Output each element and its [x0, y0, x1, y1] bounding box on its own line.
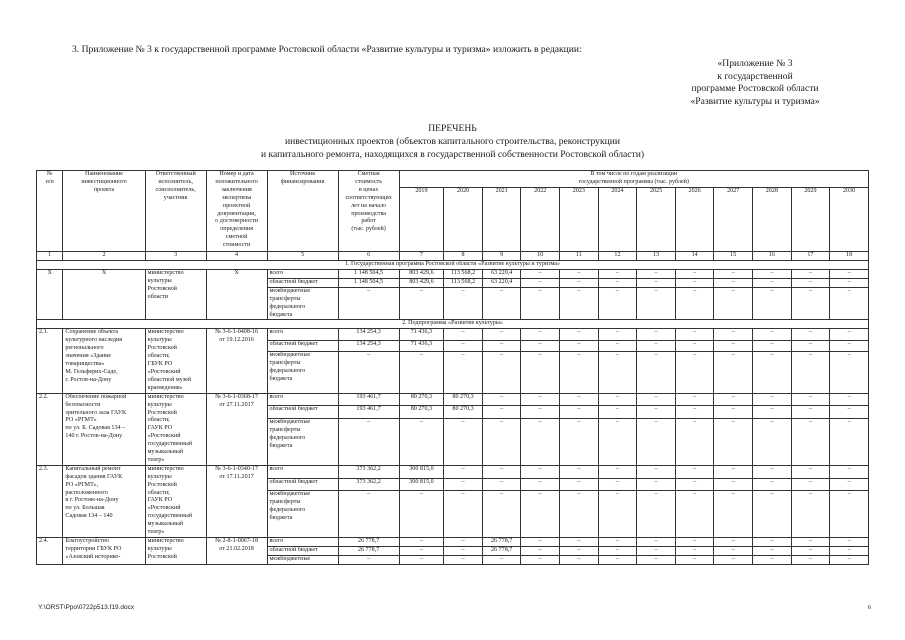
year-value-empty: –	[521, 546, 560, 555]
funding-source: межбюджетные трансферты федерального бюджета	[267, 491, 338, 538]
project-row	[37, 465, 869, 478]
year-value-empty: –	[714, 270, 753, 279]
year-value-empty: –	[637, 270, 676, 279]
year-value-empty: –	[560, 278, 599, 287]
year-value: 26 778,7	[482, 546, 521, 555]
year-value: 113 568,2	[444, 270, 483, 279]
year-value: –	[399, 352, 444, 394]
estimated-cost: –	[338, 352, 399, 394]
estimated-cost: 193 461,7	[338, 406, 399, 419]
year-value-empty: –	[598, 393, 637, 406]
expertise-number-date: № 3-6-1-0340-17 от 17.11.2017	[206, 465, 267, 537]
year-value-empty: –	[675, 329, 714, 340]
year-value-empty: –	[830, 546, 869, 555]
year-value-empty: –	[791, 270, 830, 279]
funding-source: областной бюджет	[267, 278, 338, 287]
year-value-empty: –	[598, 340, 637, 351]
total-row	[37, 270, 869, 279]
year-value: 71 436,3	[399, 340, 444, 351]
year-value: –	[444, 546, 483, 555]
column-number: 1	[37, 252, 63, 261]
funding-source: всего	[267, 538, 338, 547]
year-value-empty: –	[714, 278, 753, 287]
year-value-empty: –	[714, 352, 753, 394]
appendix-line: программе Ростовской области	[691, 83, 819, 94]
year-value-empty: –	[714, 340, 753, 351]
year-value-empty: –	[598, 278, 637, 287]
year-value: –	[399, 491, 444, 538]
year-value-empty: –	[675, 278, 714, 287]
year-value-empty: –	[521, 555, 560, 564]
year-value-empty: –	[637, 278, 676, 287]
column-number: 18	[830, 252, 869, 261]
year-value-empty: –	[598, 465, 637, 478]
table-body	[37, 171, 869, 565]
column-number: 10	[521, 252, 560, 261]
year-value-empty: –	[598, 270, 637, 279]
column-number: 3	[145, 252, 206, 261]
year-value-empty: –	[753, 287, 792, 320]
year-value-empty: –	[753, 465, 792, 478]
estimated-cost: 1 148 504,5	[338, 270, 399, 279]
year-value-empty: –	[753, 546, 792, 555]
year-value-empty: –	[753, 478, 792, 491]
year-value-empty: –	[637, 352, 676, 394]
year-value-empty: –	[830, 352, 869, 394]
page-number: 6	[867, 604, 871, 611]
year-value-empty: –	[791, 406, 830, 419]
year-value: 803 429,6	[399, 278, 444, 287]
year-value-empty: –	[598, 546, 637, 555]
investment-projects-table	[36, 170, 869, 565]
project-name: Сохранение объекта культурного наследия регионального значения «Здание товарищества» М. Гельферих-Саде, г. Ростов-на-Дону	[63, 329, 145, 393]
year-value-empty: –	[637, 478, 676, 491]
year-value: –	[482, 478, 521, 491]
project-row	[37, 329, 869, 340]
year-value-empty: –	[521, 340, 560, 351]
year-value-empty: –	[637, 555, 676, 564]
year-value-empty: –	[791, 329, 830, 340]
project-name: Капитальный ремонт фасадов здания ГАУК РО «РГМТ», расположенного в г. Ростове-на-Дону по ул. Большая Садовая 134 – 140	[63, 465, 145, 537]
expertise-number-date: № 2-8-1-0067-18 от 21.02.2018	[206, 538, 267, 565]
year-value-empty: –	[637, 465, 676, 478]
funding-source: областной бюджет	[267, 340, 338, 351]
year-value-empty: –	[714, 287, 753, 320]
year-value-empty: –	[675, 478, 714, 491]
funding-source: всего	[267, 393, 338, 406]
year-value-empty: –	[830, 538, 869, 547]
year-value-empty: –	[560, 352, 599, 394]
year-value-empty: –	[637, 329, 676, 340]
column-number: 7	[399, 252, 444, 261]
column-numbers-row	[37, 252, 869, 261]
funding-source: межбюджетные	[267, 555, 338, 564]
year-value-empty: –	[675, 406, 714, 419]
year-value-empty: –	[753, 340, 792, 351]
year-value-empty: –	[791, 352, 830, 394]
header-year: 2019	[399, 187, 444, 251]
header-years-caption: В том числе по годам реализации государственной программы (тыс. рублей)	[399, 171, 868, 188]
row-number: 2.2.	[37, 393, 63, 465]
header-sources: Источник финансирования	[267, 171, 338, 252]
year-value: 80 270,3	[399, 393, 444, 406]
year-value-empty: –	[560, 465, 599, 478]
header-executor: Ответственный исполнитель, соисполнитель, участник	[145, 171, 206, 252]
executor: министерство культуры Ростовской области; ГБУК РО «Ростовский областной музей краеведения»	[145, 329, 206, 393]
year-value-empty: –	[714, 555, 753, 564]
header-no: № п/п	[37, 171, 63, 252]
year-value-empty: –	[675, 419, 714, 466]
section-row	[37, 320, 869, 329]
estimated-cost: –	[338, 287, 399, 320]
column-number: 2	[63, 252, 145, 261]
estimated-cost: –	[338, 419, 399, 466]
year-value-empty: –	[714, 406, 753, 419]
year-value: 26 778,7	[482, 538, 521, 547]
year-value: –	[482, 555, 521, 564]
year-value-empty: –	[830, 419, 869, 466]
project-row	[37, 393, 869, 406]
year-value-empty: –	[791, 419, 830, 466]
year-value-empty: –	[714, 329, 753, 340]
funding-source: межбюджетные трансферты федерального бюджета	[267, 419, 338, 466]
executor: министерство культуры Ростовской	[145, 538, 206, 565]
year-value-empty: –	[791, 491, 830, 538]
year-value-empty: –	[714, 478, 753, 491]
year-value: 80 270,3	[399, 406, 444, 419]
year-value: –	[399, 419, 444, 466]
year-value: 300 815,0	[399, 465, 444, 478]
appendix-line: к государственной	[717, 70, 793, 82]
funding-source: всего	[267, 270, 338, 279]
year-value-empty: –	[753, 491, 792, 538]
year-value: –	[482, 393, 521, 406]
year-value-empty: –	[598, 352, 637, 394]
year-value-empty: –	[637, 546, 676, 555]
year-value-empty: –	[637, 287, 676, 320]
column-number: 14	[675, 252, 714, 261]
year-value: 803 429,6	[399, 270, 444, 279]
header-year: 2026	[675, 187, 714, 251]
column-number: 16	[753, 252, 792, 261]
funding-source: областной бюджет	[267, 406, 338, 419]
estimated-cost: 134 254,3	[338, 329, 399, 340]
year-value-empty: –	[791, 340, 830, 351]
executor: министерство культуры Ростовской области; ГАУК РО «Ростовский государственный музыкальный театр»	[145, 465, 206, 537]
year-value-empty: –	[714, 393, 753, 406]
year-value-empty: –	[560, 393, 599, 406]
year-value-empty: –	[675, 287, 714, 320]
year-value: –	[444, 287, 483, 320]
year-value-empty: –	[521, 465, 560, 478]
year-value-empty: –	[521, 287, 560, 320]
year-value-empty: –	[675, 340, 714, 351]
year-value: –	[444, 538, 483, 547]
year-value-empty: –	[830, 491, 869, 538]
year-value: 71 436,3	[399, 329, 444, 340]
year-value-empty: –	[637, 406, 676, 419]
year-value-empty: –	[675, 546, 714, 555]
header-row	[37, 171, 869, 188]
executor: министерство культуры Ростовской области; ГАУК РО «Ростовский государственный музыкальный театр»	[145, 393, 206, 465]
year-value-empty: –	[598, 406, 637, 419]
year-value: –	[482, 491, 521, 538]
year-value-empty: –	[637, 491, 676, 538]
year-value-empty: –	[598, 287, 637, 320]
funding-source: всего	[267, 329, 338, 340]
year-value-empty: –	[560, 270, 599, 279]
document-title	[0, 122, 905, 161]
executor: министерство культуры Ростовской области	[145, 270, 206, 320]
column-number: 13	[637, 252, 676, 261]
year-value-empty: –	[830, 465, 869, 478]
column-number: 9	[482, 252, 521, 261]
year-value-empty: –	[560, 546, 599, 555]
estimated-cost: 26 778,7	[338, 538, 399, 547]
year-value-empty: –	[598, 538, 637, 547]
estimated-cost: 134 254,3	[338, 340, 399, 351]
year-value: –	[482, 287, 521, 320]
year-value: –	[482, 406, 521, 419]
estimated-cost: 193 461,7	[338, 393, 399, 406]
year-value: –	[444, 478, 483, 491]
year-value-empty: –	[521, 352, 560, 394]
year-value: 63 220,4	[482, 278, 521, 287]
header-year: 2028	[753, 187, 792, 251]
year-value-empty: –	[791, 538, 830, 547]
year-value-empty: –	[791, 478, 830, 491]
year-value: –	[482, 465, 521, 478]
year-value-empty: –	[753, 278, 792, 287]
column-number: 4	[206, 252, 267, 261]
estimated-cost: 373 362,2	[338, 478, 399, 491]
funding-source: областной бюджет	[267, 478, 338, 491]
year-value-empty: –	[791, 393, 830, 406]
year-value-empty: –	[753, 419, 792, 466]
year-value-empty: –	[598, 478, 637, 491]
appendix-line: «Приложение № 3	[717, 58, 793, 69]
year-value-empty: –	[830, 406, 869, 419]
project-row	[37, 538, 869, 547]
year-value-empty: –	[598, 329, 637, 340]
year-value-empty: –	[675, 538, 714, 547]
year-value: –	[444, 491, 483, 538]
row-number: 2.1.	[37, 329, 63, 393]
year-value-empty: –	[791, 278, 830, 287]
year-value-empty: –	[521, 329, 560, 340]
header-year: 2030	[830, 187, 869, 251]
project-name: Х	[63, 270, 145, 320]
year-value-empty: –	[675, 393, 714, 406]
year-value-empty: –	[560, 340, 599, 351]
year-value-empty: –	[560, 287, 599, 320]
year-value-empty: –	[675, 352, 714, 394]
header-expertise: Номер и дата положительного заключения экспертизы проектной документации, о достоверности определения сметной стоимости	[206, 171, 267, 252]
year-value: –	[399, 287, 444, 320]
header-year: 2021	[482, 187, 521, 251]
year-value-empty: –	[675, 270, 714, 279]
year-value-empty: –	[791, 546, 830, 555]
year-value: 63 220,4	[482, 270, 521, 279]
section-title-subprogram: 2. Подпрограмма «Развитие культуры»	[37, 320, 869, 329]
year-value-empty: –	[830, 270, 869, 279]
title-line: инвестиционных проектов (объектов капитального строительства, реконструкции	[284, 136, 621, 147]
expertise-number-date: № 3-6-1-0408-16 от 19.12.2016	[206, 329, 267, 393]
funding-source: областной бюджет	[267, 546, 338, 555]
header-name: Наименование инвестиционного проекта	[63, 171, 145, 252]
year-value-empty: –	[521, 270, 560, 279]
header-year: 2027	[714, 187, 753, 251]
estimated-cost: –	[338, 491, 399, 538]
appendix-line: «Развитие культуры и туризма»	[690, 95, 820, 107]
year-value-empty: –	[560, 329, 599, 340]
year-value-empty: –	[791, 465, 830, 478]
section-title-program: 1. Государственная программа Ростовской области «Развитие культуры и туризма»	[37, 261, 869, 270]
year-value-empty: –	[521, 491, 560, 538]
row-number: Х	[37, 270, 63, 320]
column-number: 8	[444, 252, 483, 261]
year-value-empty: –	[560, 419, 599, 466]
column-number: 5	[267, 252, 338, 261]
header-year: 2023	[560, 187, 599, 251]
year-value-empty: –	[560, 478, 599, 491]
column-number: 11	[560, 252, 599, 261]
year-value-empty: –	[637, 419, 676, 466]
header-year: 2025	[637, 187, 676, 251]
year-value: 300 815,0	[399, 478, 444, 491]
year-value: –	[444, 419, 483, 466]
year-value-empty: –	[637, 340, 676, 351]
year-value: –	[444, 465, 483, 478]
estimated-cost: –	[338, 555, 399, 564]
project-name: Благоустройство территории ГБУК РО «Азовский историко-	[63, 538, 145, 565]
row-number: 2.3.	[37, 465, 63, 537]
year-value: –	[444, 340, 483, 351]
column-number: 6	[338, 252, 399, 261]
title-line: ПЕРЕЧЕНЬ	[428, 123, 477, 134]
year-value-empty: –	[560, 491, 599, 538]
year-value-empty: –	[521, 478, 560, 491]
expertise-number-date: Х	[206, 270, 267, 320]
year-value-empty: –	[753, 352, 792, 394]
year-value-empty: –	[675, 465, 714, 478]
year-value: 80 270,3	[444, 393, 483, 406]
year-value: –	[444, 329, 483, 340]
year-value-empty: –	[675, 555, 714, 564]
year-value-empty: –	[560, 406, 599, 419]
estimated-cost: 26 778,7	[338, 546, 399, 555]
row-number: 2.4.	[37, 538, 63, 565]
column-number: 12	[598, 252, 637, 261]
year-value: –	[482, 419, 521, 466]
year-value-empty: –	[521, 538, 560, 547]
year-value-empty: –	[830, 340, 869, 351]
year-value: –	[482, 329, 521, 340]
year-value-empty: –	[521, 406, 560, 419]
year-value-empty: –	[675, 491, 714, 538]
appendix-header	[655, 58, 855, 108]
year-value-empty: –	[714, 491, 753, 538]
funding-source: всего	[267, 465, 338, 478]
title-line: и капитального ремонта, находящихся в государственной собственности Ростовской области)	[260, 149, 645, 160]
funding-source: межбюджетные трансферты федерального бюджета	[267, 352, 338, 394]
year-value-empty: –	[791, 555, 830, 564]
header-year: 2029	[791, 187, 830, 251]
year-value-empty: –	[791, 287, 830, 320]
year-value-empty: –	[714, 546, 753, 555]
year-value-empty: –	[753, 329, 792, 340]
estimated-cost: 1 148 504,5	[338, 278, 399, 287]
year-value-empty: –	[753, 270, 792, 279]
year-value: –	[399, 555, 444, 564]
year-value-empty: –	[830, 555, 869, 564]
year-value: –	[399, 538, 444, 547]
year-value: –	[444, 352, 483, 394]
year-value: –	[482, 340, 521, 351]
column-number: 15	[714, 252, 753, 261]
year-value-empty: –	[753, 538, 792, 547]
year-value-empty: –	[714, 538, 753, 547]
header-cost: Сметная стоимость в ценах соответствующих лет на начало производства работ (тыс. рублей)	[338, 171, 399, 252]
year-value: –	[482, 352, 521, 394]
header-year: 2022	[521, 187, 560, 251]
year-value-empty: –	[830, 278, 869, 287]
year-value-empty: –	[560, 538, 599, 547]
intro-text: 3. Приложение № 3 к государственной программе Ростовской области «Развитие культуры и туризма» изложить в редакции:	[72, 44, 582, 55]
year-value-empty: –	[830, 393, 869, 406]
year-value-empty: –	[714, 465, 753, 478]
year-value: 113 568,2	[444, 278, 483, 287]
column-number: 17	[791, 252, 830, 261]
year-value-empty: –	[753, 406, 792, 419]
year-value-empty: –	[830, 329, 869, 340]
year-value-empty: –	[714, 419, 753, 466]
year-value-empty: –	[830, 478, 869, 491]
year-value-empty: –	[753, 393, 792, 406]
year-value-empty: –	[521, 419, 560, 466]
footer-path: Y:\ORST\Ppo\0722p513.f19.docx	[38, 604, 135, 611]
year-value-empty: –	[637, 393, 676, 406]
year-value-empty: –	[598, 491, 637, 538]
year-value: –	[399, 546, 444, 555]
year-value-empty: –	[830, 287, 869, 320]
funding-source: межбюджетные трансферты федерального бюджета	[267, 287, 338, 320]
year-value: –	[444, 555, 483, 564]
header-year: 2020	[444, 187, 483, 251]
year-value-empty: –	[753, 555, 792, 564]
header-year: 2024	[598, 187, 637, 251]
year-value-empty: –	[598, 555, 637, 564]
year-value-empty: –	[521, 278, 560, 287]
section-row	[37, 261, 869, 270]
project-name: Обеспечение пожарной безопасности зрительного зала ГАУК РО «РГМТ» по ул. Б. Садовая 134 – 140 г. Ростов-на-Дону	[63, 393, 145, 465]
year-value-empty: –	[598, 419, 637, 466]
year-value-empty: –	[637, 538, 676, 547]
expertise-number-date: № 3-6-1-0368-17 от 27.11.2017	[206, 393, 267, 465]
year-value: 80 270,3	[444, 406, 483, 419]
estimated-cost: 373 362,2	[338, 465, 399, 478]
year-value-empty: –	[521, 393, 560, 406]
year-value-empty: –	[560, 555, 599, 564]
